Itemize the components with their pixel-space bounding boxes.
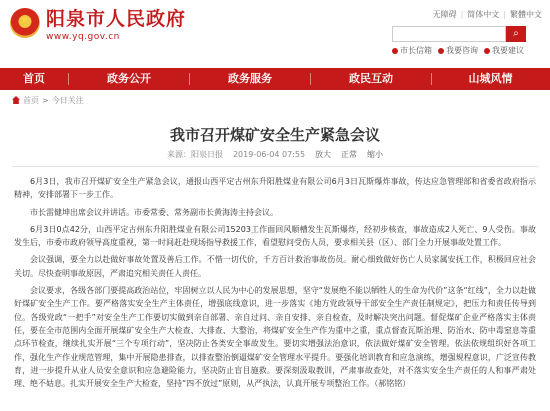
quick-link-label: 我要咨询: [446, 46, 478, 55]
breadcrumb-current[interactable]: 今日关注: [51, 96, 84, 105]
suggestion-icon: [484, 48, 490, 54]
breadcrumb-home[interactable]: 首页: [23, 96, 39, 105]
home-icon: [12, 96, 20, 104]
mailbox-icon: [392, 48, 398, 54]
search-icon: ⌕: [513, 28, 519, 39]
divider: |: [460, 10, 464, 19]
article-paragraph: 会议强调，要全力以赴做好事故处置及善后工作。不惜一切代价，千方百计救治事故伤员。耐心细致做好伤亡人员家属安抚工作，积极回应社会关切。尽快查明事故原因，严肃追究相关责任人责任。: [14, 255, 536, 278]
main-nav: [0, 68, 550, 90]
breadcrumb-separator: >: [42, 96, 49, 105]
font-shrink-button[interactable]: 缩小: [367, 150, 384, 159]
quick-link-label: 市长信箱: [400, 46, 432, 55]
top-links: [433, 10, 542, 20]
consult-link[interactable]: [438, 46, 478, 56]
article-paragraph: 6月3日0点42分，山西平定古州东升阳胜煤业有限公司15203工作面回风顺槽发生瓦斯爆炸，经初步核查，事故造成2人死亡、9人受伤。事故发生后，市委市政府领导高度重视，第一时间赶赴现场指导救援工作，看望慰问受伤人员，要求相关县（区）、部门全力开展事故处置工作。: [14, 224, 536, 248]
site-header: [0, 0, 550, 62]
simplified-chinese-link[interactable]: 简体中文: [467, 10, 500, 19]
article-paragraph: 会议要求，各级各部门要提高政治站位，牢固树立以人民为中心的发展思想，坚守“发展绝不能以牺牲人的生命为代价”这条“红线”，全力以赴做好煤矿安全生产工作。要严格落实安全生产主体责任，增强底线意识，进一步落实《地方党政领导干部安全生产责任制规定》，把压力和责任传导到位。各级党政“一把手”对安全生产工作要切实做到亲自部署、亲自过问、亲自安排、亲自检查，及时解决突出问题。督促煤矿企业严格落实主体责任，要在全市范围内全面开展煤矿安全生产大检查、大排查、大整治，将煤矿安全生产作为重中之重，重点督查瓦斯治理、防治水、防中毒窒息等重点环节检查，继续扎实开展“三个专项行动”，坚决防止各类安全事故发生。要切实增强法治意识，依法做好煤矿安全管理。依法依规组织好各项工作，强化生产作业规范管理，集中开展隐患排查，以排查整治倒逼煤矿安全管理水平提升。要强化培训教育和应急演练，增强规程意识，广泛宣传教育，进一步提升从业人员安全意识和应急避险能力，坚决防止盲目施救。要深刻汲取教训，严肃事故查处，对不落实安全生产责任的人和事严肃处理、绝不姑息。扎实开展安全生产大检查，坚持“四不放过”原则，从严执法，认真开展专项整治工作。（郝铭铭）: [14, 286, 536, 389]
nav-item-city-style[interactable]: 山城风情: [468, 72, 513, 85]
nav-item-home[interactable]: 首页: [23, 72, 45, 85]
site-title[interactable]: 阳泉市人民政府: [46, 8, 187, 30]
quick-link-label: 我要建议: [492, 46, 524, 55]
nav-item-gov-affairs[interactable]: 政务公开: [107, 72, 151, 85]
article-paragraph: 6月3日，我市召开煤矿安全生产紧急会议，通报山西平定古州东升阳胜煤业有限公司6月3日瓦斯爆炸事故，传达应急管理部和省委省政府指示精神，安排部署下一步工作。: [14, 177, 536, 200]
article-title: 我市召开煤矿安全生产紧急会议: [169, 126, 380, 144]
traditional-chinese-link[interactable]: 繁體中文: [510, 10, 542, 19]
search-input[interactable]: [392, 26, 506, 42]
nav-item-gov-services[interactable]: 政务服务: [228, 72, 272, 85]
site-url: www.yq.gov.cn: [46, 32, 120, 42]
article-meta: [0, 150, 550, 160]
divider: |: [503, 10, 506, 19]
breadcrumb: [12, 96, 84, 106]
article-date: 2019-06-04 07:55: [232, 150, 306, 159]
article-paragraph: 市长雷健坤出席会议并讲话。市委常委、常务副市长黄海涛主持会议。: [30, 207, 278, 217]
font-normal-button[interactable]: 正常: [341, 150, 358, 159]
title-divider: [12, 166, 538, 167]
article-source: 来源：阳泉日报: [166, 150, 223, 159]
emblem-star-icon: ★: [20, 13, 30, 26]
search-button[interactable]: [506, 26, 526, 42]
nav-item-interaction[interactable]: 政民互动: [349, 72, 393, 85]
article-body: [14, 175, 536, 394]
quick-links: [392, 46, 524, 56]
accessibility-link[interactable]: 无障碍: [432, 10, 457, 19]
suggestion-link[interactable]: [484, 46, 524, 56]
mayor-mailbox-link[interactable]: [392, 46, 432, 56]
font-enlarge-button[interactable]: 放大: [315, 150, 332, 159]
consult-icon: [438, 48, 444, 54]
